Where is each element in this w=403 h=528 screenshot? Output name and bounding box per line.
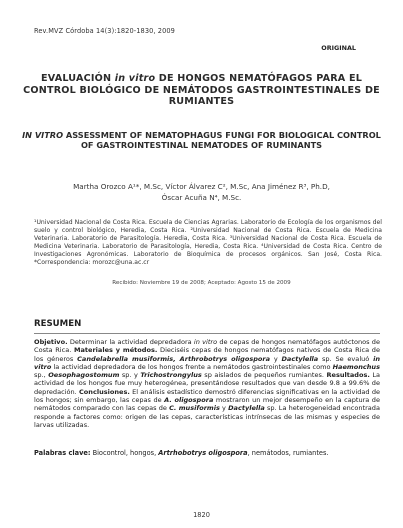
label-materiales: Materiales y métodos. bbox=[73, 346, 158, 355]
abstract-text: y bbox=[270, 354, 282, 363]
section-heading-resumen: RESUMEN bbox=[34, 319, 82, 329]
keywords-text: Biocontrol, hongos, bbox=[90, 449, 159, 457]
page-number: 1820 bbox=[193, 511, 210, 519]
species-italic: Oesophagostomum bbox=[48, 371, 120, 380]
abstract-italic: in vitro bbox=[193, 338, 218, 346]
abstract-text: de cepas de hongos nematófagos autóctonos de Costa Rica. bbox=[34, 338, 380, 355]
author-line-1: Martha Orozco A¹*, M.Sc, Víctor Álvarez C², M.Sc, Ana Jiménez R³, Ph.D, bbox=[73, 182, 330, 191]
keywords bbox=[34, 449, 380, 457]
species-italic: A. oligospora bbox=[164, 396, 214, 405]
abstract-paragraph bbox=[34, 338, 380, 429]
label-conclusiones: Conclusiones. bbox=[78, 387, 130, 396]
title-spanish-italic: in vitro bbox=[114, 73, 156, 84]
abstract-body bbox=[34, 338, 380, 429]
abstract-text: La actividad de los hongos fue muy heterogénea, presentándose resultados que van desde 9.8 a 99.6% de depredación. bbox=[34, 371, 381, 396]
keywords-species: Artrhobotrys oligospora bbox=[158, 449, 248, 457]
title-spanish-text: EVALUACIÓN bbox=[40, 73, 115, 84]
abstract-italic: in vitro bbox=[34, 354, 380, 371]
abstract-text: El análisis estadístico demostró diferencias significativas en la actividad de los hongos; sin embargo, las cepas de bbox=[34, 387, 380, 405]
label-resultados: Resultados. bbox=[326, 371, 370, 380]
species-italic: Haemonchus bbox=[332, 362, 380, 371]
affiliations: ¹Universidad Nacional de Costa Rica. Escuela de Ciencias Agrarias. Laboratorio de Ecología de los organismos del suelo y control biológico, Heredia, Costa Rica. ²Universidad Nacional de Costa Rica. Escuela de Medicina Veterinaria. Laboratorio de Parasitología. Heredia, Costa Rica. ³Universidad Nacional de Costa Rica. Escuela de Medicina Veterinaria. Laboratorio de Parasitología, Heredia, Costa Rica. ⁴Universidad de Costa Rica. Centro de Investigaciones Agronómicas. Laboratorio de Bioquímica de procesos orgánicos. San José, Costa Rica. *Correspondencia: morozc@una.ac.cr bbox=[34, 219, 382, 267]
abstract-text: sp aislados de pequeños rumiantes. bbox=[201, 371, 327, 380]
title-english-text-rest: ASSESSMENT OF NEMATOPHAGUS FUNGI FOR BIOLOGICAL CONTROL OF GASTROINTESTINAL NEMATODES OF RUMINANTS bbox=[63, 130, 381, 151]
abstract-text: la actividad depredadora de los hongos frente a nemátodos gastrointestinales como bbox=[51, 362, 333, 371]
abstract-text: Determinar la actividad depredadora bbox=[67, 338, 194, 346]
abstract-text: sp., bbox=[34, 371, 49, 380]
section-divider bbox=[34, 333, 380, 334]
abstract-text: sp. La heterogeneidad encontrada responde a factores como: origen de las cepas, características intrínsecas de las mismas y especies de larvas utilizadas. bbox=[34, 404, 380, 429]
species-italic: Candelabrella musiformis, Arthrobotrys oligospora bbox=[77, 354, 271, 363]
keywords-label: Palabras clave: bbox=[34, 449, 91, 457]
article-type-label: ORIGINAL bbox=[321, 44, 356, 52]
keywords-text-rest: , nemátodos, rumiantes. bbox=[247, 449, 329, 457]
author-list bbox=[20, 181, 383, 203]
species-italic: Dactylella bbox=[281, 354, 319, 363]
abstract-text: mostraron un mejor desempeño en la captura de nemátodos comparado con las cepas de bbox=[34, 396, 380, 413]
title-english bbox=[20, 130, 383, 150]
title-spanish-text-rest: DE HONGOS NEMATÓFAGOS PARA EL CONTROL BIOLÓGICO DE NEMÁTODOS GASTROINTESTINALES DE RUMIANTES bbox=[23, 73, 380, 108]
abstract-text: Dieciséis cepas de hongos nematófagos nativos de Costa Rica de los géneros bbox=[34, 346, 380, 363]
abstract-text: sp. Se evaluó bbox=[318, 354, 374, 363]
journal-citation: Rev.MVZ Córdoba 14(3):1820-1830, 2009 bbox=[34, 27, 175, 35]
species-italic: C. musiformis bbox=[169, 404, 220, 413]
species-italic: Trichostrongylus bbox=[140, 371, 202, 380]
title-spanish bbox=[20, 73, 383, 108]
abstract-text: y bbox=[219, 404, 229, 413]
abstract-text: sp. y bbox=[119, 371, 141, 380]
received-accepted-dates: Recibido: Noviembre 19 de 2008; Aceptado: Agosto 15 de 2009 bbox=[112, 280, 291, 286]
author-line-2: Óscar Acuña N⁴, M.Sc. bbox=[161, 193, 242, 202]
label-objetivo: Objetivo. bbox=[34, 338, 68, 346]
species-italic: Dactylella bbox=[228, 404, 265, 413]
title-english-italic: IN VITRO bbox=[22, 130, 64, 140]
